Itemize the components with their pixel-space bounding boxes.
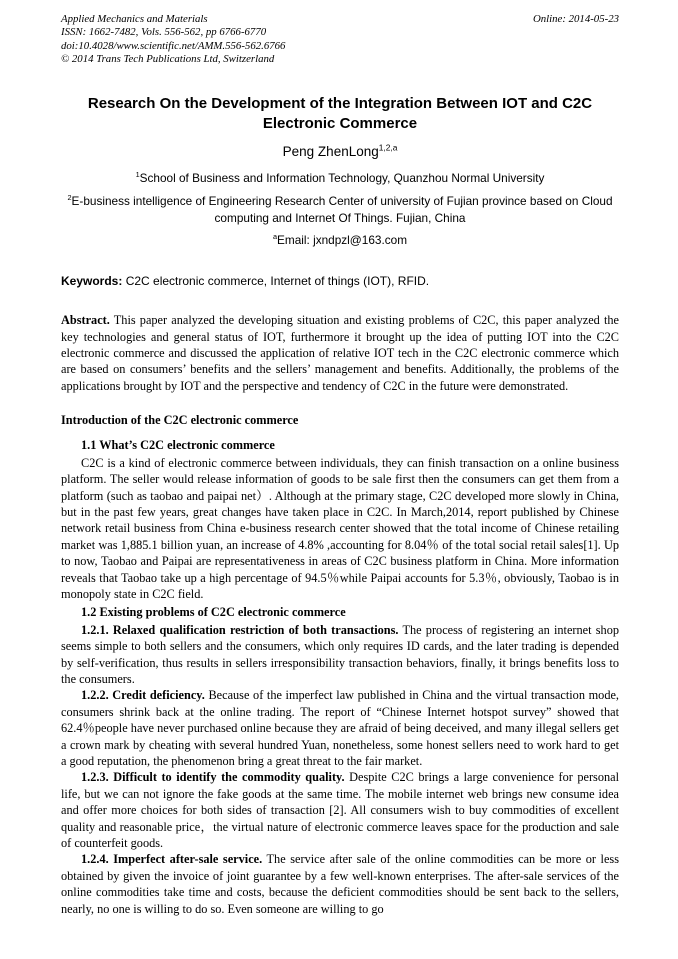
author-name: Peng ZhenLong xyxy=(282,143,379,159)
keywords-text: C2C electronic commerce, Internet of things (IOT), RFID. xyxy=(125,274,430,289)
abstract-label: Abstract. xyxy=(61,313,110,328)
abstract-text: This paper analyzed the developing situation and existing problems of C2C, this paper analyzed the key technologies and general status of IOT, furthermore it brought up the idea of putting IOT into the C2C electronic commerce and discussed the application of relative IOT tech in the C2C electronic commerce which are based on consumers’ benefits and the sellers’ management and benefits. Additionally, the problems of the applications brought by IOT and the perspective and tendency of C2C in the future were demonstrated. xyxy=(61,313,619,393)
email-text: Email: jxndpzl@163.com xyxy=(277,233,408,248)
author-superscript: 1,2,a xyxy=(378,142,398,153)
keywords-line xyxy=(61,273,619,289)
paragraph-1-2-3-text: Despite C2C brings a large convenience for personal life, but we can not ignore the fake goods at the same time. The mobile internet web brings new consume idea and offer more choices for both sides of transaction [2]. All consumers wish to buy commodities of excellent quality and reasonable price，the virtual nature of electronic commerce leaves space for the production and sale of counterfeit goods. xyxy=(61,770,620,851)
paragraph-1-2-1-text: The process of registering an internet shop seems simple to both sellers and the consumers, which only requires ID cards, and the later trading is depended by self-verification, thus results in sellers irresponsibility transaction behaviors, finally, it brings benefits loss to the consumers. xyxy=(61,622,619,686)
abstract-paragraph xyxy=(61,312,619,394)
paragraph-1-2-4-lead: 1.2.4. Imperfect after-sale service. xyxy=(81,852,263,867)
journal-info xyxy=(61,13,285,67)
journal-title: Applied Mechanics and Materials xyxy=(61,13,208,25)
email-line xyxy=(61,233,619,247)
paragraph-1-1: C2C is a kind of electronic commerce between individuals, they can finish transaction on a online business platform. The seller would release information of goods to be sale first then the consumers can get them from a platform (such as taobao and paipai net）. Although at the primary stage, C2C developed more slowly in China, but in the past few years, great changes have taken place in C2C. In March,2014, report published by Chinese network retail business from China e-business research center showed that the total income of Chinese retailing market was 1,885.1 billion yuan, an increase of 4.8% ,accounting for 8.04％ of the total social retail sales[1]. Up to now, Taobao and Paipai are representativeness in areas of C2C business platform in China. More information reveals that Taobao take up a high percentage of 94.5％while Paipai accounts for 5.3％, obviously, Taobao is in monopoly state in C2C field. xyxy=(61,455,619,601)
affiliation-1-text: School of Business and Information Technology, Quanzhou Normal University xyxy=(139,170,545,185)
section-heading-introduction: Introduction of the C2C electronic commerce xyxy=(61,413,299,428)
paragraph-1-2-4 xyxy=(61,851,619,917)
paper-title: Research On the Development of the Integration Between IOT and C2C Electronic Commerce xyxy=(87,94,593,132)
paragraph-1-2-4-text: The service after sale of the online commodities can be more or less obtained by given the invoice of joint guarantee by a few well-known enterprises. The after-sale services of the online commodities take time and costs, because the deficient commodities should be sent back to the sellers, nearly, no one is willing to do so. Even someone are willing to go xyxy=(61,852,619,916)
subsection-heading-1-2: 1.2 Existing problems of C2C electronic commerce xyxy=(81,605,346,620)
online-date: Online: 2014-05-23 xyxy=(532,13,619,25)
journal-header xyxy=(61,13,619,67)
paragraph-1-2-3-lead: 1.2.3. Difficult to identify the commodity quality. xyxy=(81,770,345,785)
paragraph-1-2-3 xyxy=(61,769,619,851)
keywords-label: Keywords: xyxy=(61,274,123,289)
paragraph-1-2-2-text: Because of the imperfect law published in China and the virtual transaction mode, consumers shrink back at the online trading. The report of “Chinese Internet hotspot survey” showed that 62.4％people have never purchased online because they are afraid of being deceived, and many illegal sellers get a crown mark by cheating with several hundred Yuan, nonetheless, some honest sellers need to work hard to get a good reputation, the phenomenon bring a great threat to the fair market. xyxy=(61,688,619,769)
affiliation-2-sup: 2 xyxy=(67,193,72,203)
affiliation-2 xyxy=(67,193,613,226)
paragraph-1-2-1-lead: 1.2.1. Relaxed qualification restriction of both transactions. xyxy=(81,622,399,637)
journal-copyright: © 2014 Trans Tech Publications Ltd, Switzerland xyxy=(61,53,275,66)
subsection-heading-1-1: 1.1 What’s C2C electronic commerce xyxy=(81,438,275,453)
affiliation-1-sup: 1 xyxy=(135,169,140,179)
affiliation-1 xyxy=(61,170,619,187)
affiliation-2-text: E-business intelligence of Engineering Research Center of university of Fujian province based on Cloud computing and Internet Of Things. Fujian, China xyxy=(71,194,613,225)
email-sup: a xyxy=(272,232,278,242)
journal-issn: ISSN: 1662-7482, Vols. 556-562, pp 6766-6770 xyxy=(61,26,267,39)
journal-doi: doi:10.4028/www.scientific.net/AMM.556-562.6766 xyxy=(61,39,286,52)
author-line xyxy=(61,144,619,159)
paragraph-1-2-2 xyxy=(61,687,619,769)
paragraph-1-2-1 xyxy=(61,622,619,688)
paragraph-1-2-2-lead: 1.2.2. Credit deficiency. xyxy=(81,688,205,703)
